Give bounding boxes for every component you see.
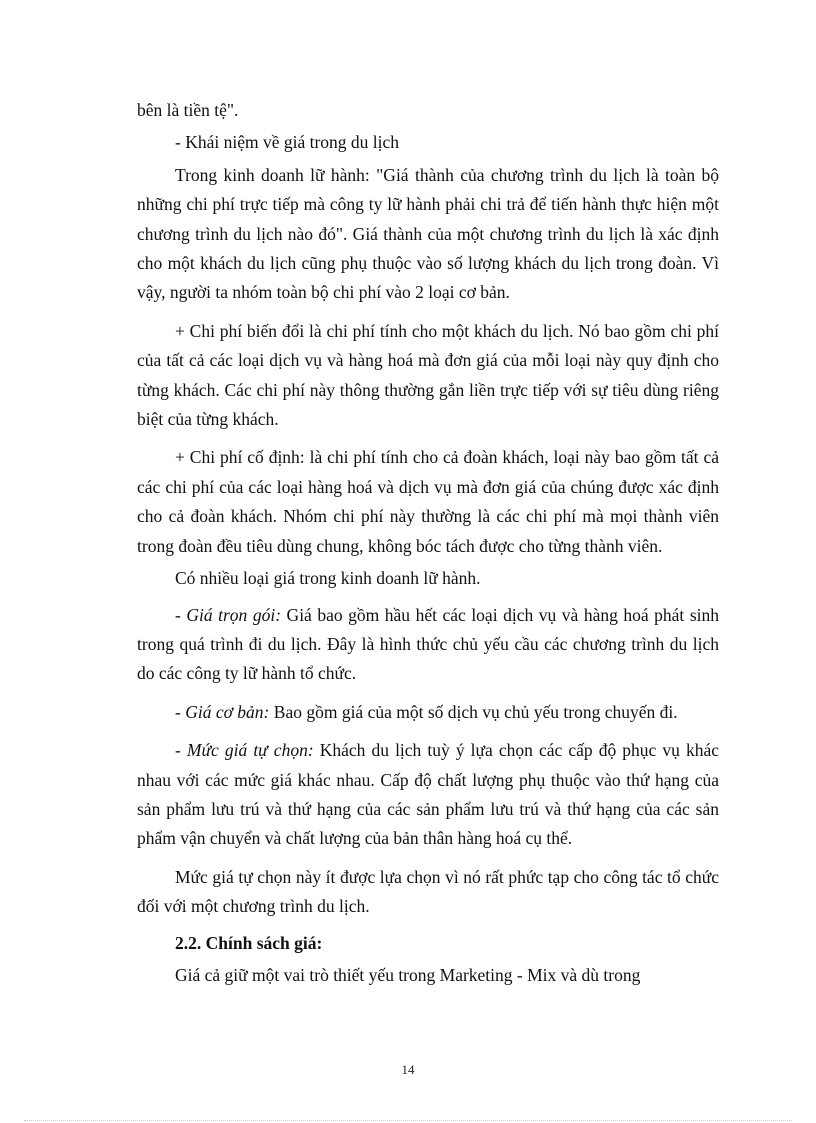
paragraph-optional-note: Mức giá tự chọn này ít được lựa chọn vì nó rất phức tạp cho công tác tổ chức đối với một chương trình du lịch.: [137, 866, 719, 917]
optional-price-label: - Mức giá tự chọn:: [175, 740, 314, 761]
basic-price-label: - Giá cơ bản:: [175, 701, 270, 722]
page-number: 14: [401, 1062, 415, 1077]
section-heading: 2.2. Chính sách giá:: [175, 932, 323, 953]
package-price-text: Giá bao gồm hầu hết các loại dịch vụ và hàng hoá phát sinh trong quá trình đi du lịch. Đây là hình thức chủ yếu cầu các chương trình du lịch do các công ty lữ hành tổ chức.: [137, 604, 719, 684]
paragraph-price-concept: - Khái niệm về giá trong du lịch: [175, 132, 400, 153]
page-bottom-divider: [24, 1120, 792, 1121]
paragraph-optional-price: [137, 736, 719, 854]
paragraph-continuation: bên là tiền tệ".: [137, 100, 239, 120]
paragraph-cost-definition: Trong kinh doanh lữ hành: "Giá thành của chương trình du lịch là toàn bộ những chi phí trực tiếp mà công ty lữ hành phải chi trả để tiến hành thực hiện một chương trình du lịch nào đó". Giá thành của một chương trình du lịch là xác định cho một khách du lịch cũng phụ thuộc vào số lượng khách du lịch trong đoàn. Vì vậy, người ta nhóm toàn bộ chi phí vào 2 loại cơ bản.: [137, 164, 719, 303]
package-price-label: - Giá trọn gói:: [175, 604, 282, 625]
page-body: [137, 96, 719, 990]
paragraph-basic-price: [137, 698, 719, 727]
basic-price-text: Bao gồm giá của một số dịch vụ chủ yếu trong chuyến đi.: [269, 701, 678, 722]
optional-price-text: Khách du lịch tuỳ ý lựa chọn các cấp độ phục vụ khác nhau với các mức giá khác nhau. Cấp độ chất lượng phụ thuộc vào thứ hạng của sản phẩm lưu trú và thứ hạng của các sản phẩm lưu trú và thứ hạng của các sản phẩm vận chuyển và chất lượng của bản thân hàng hoá cụ thể.: [137, 740, 719, 849]
paragraph-variable-cost: + Chi phí biến đổi là chi phí tính cho một khách du lịch. Nó bao gồm chi phí của tất cả các loại dịch vụ và hàng hoá mà đơn giá của mỗi loại này quy định cho từng khách. Các chi phí này thông thường gắn liền trực tiếp với sự tiêu dùng riêng biệt của từng khách.: [137, 320, 719, 430]
paragraph-package-price: [137, 601, 719, 689]
paragraph-pricing-policy: Giá cả giữ một vai trò thiết yếu trong Marketing - Mix và dù trong: [175, 964, 641, 985]
paragraph-price-types: Có nhiều loại giá trong kinh doanh lữ hành.: [175, 568, 481, 589]
paragraph-fixed-cost: + Chi phí cố định: là chi phí tính cho cả đoàn khách, loại này bao gồm tất cả các chi phí của các loại hàng hoá và dịch vụ mà đơn giá của chúng được xác định cho cả đoàn khách. Nhóm chi phí này thường là các chi phí mà mọi thành viên trong đoàn đều tiêu dùng chung, không bóc tách được cho từng thành viên.: [137, 447, 719, 556]
